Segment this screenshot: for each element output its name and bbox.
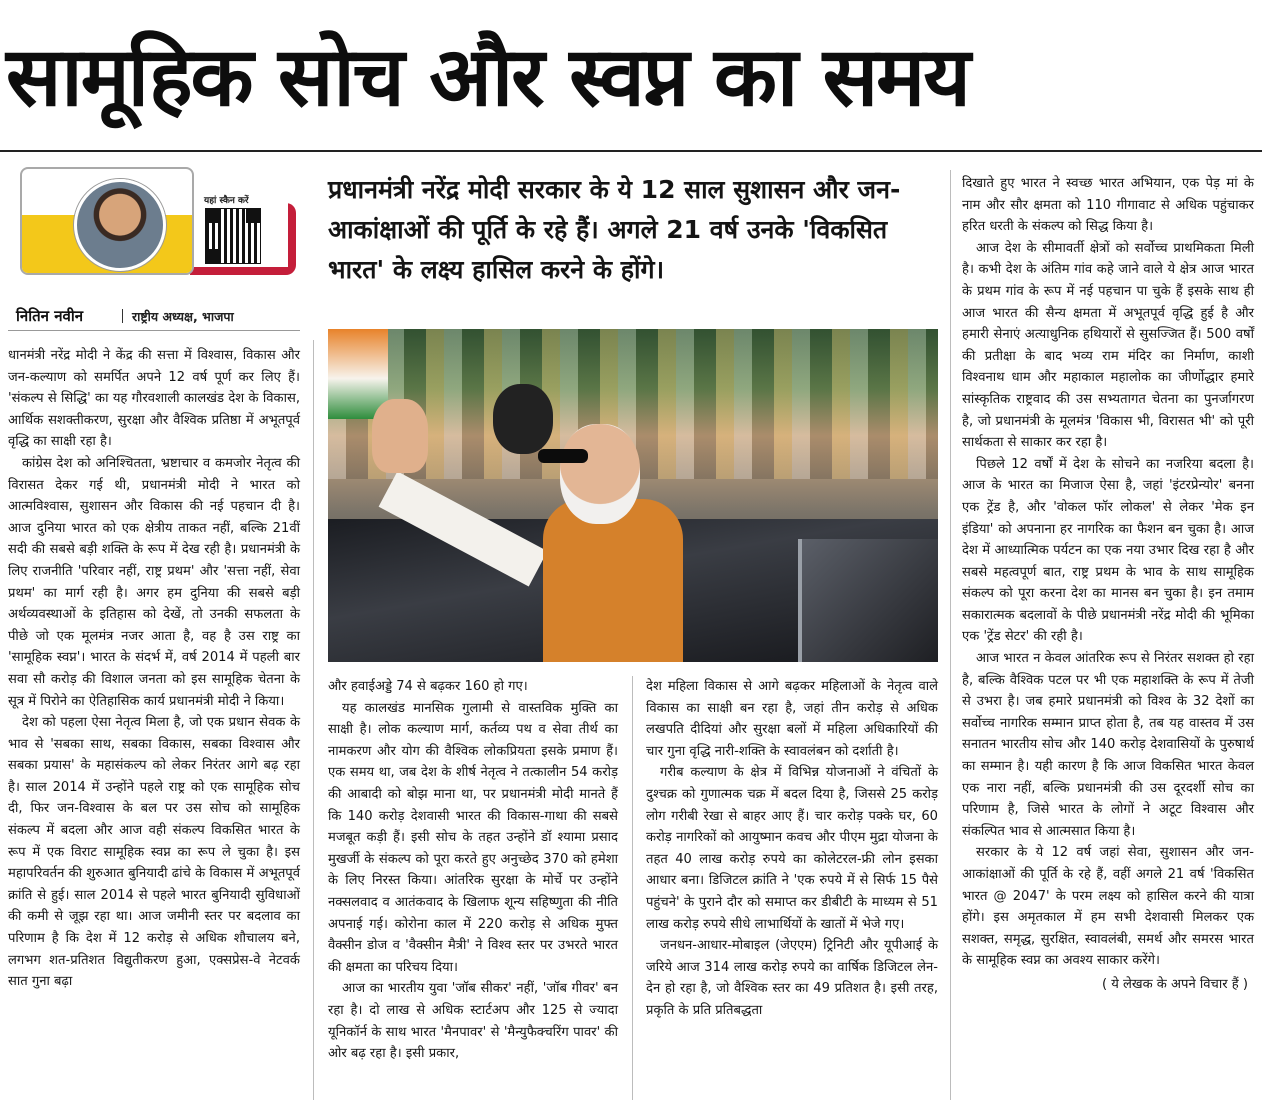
author-name: नितिन नवीन <box>16 307 84 325</box>
avatar <box>74 179 166 271</box>
article-column-4 <box>962 173 1254 996</box>
author-designation: राष्ट्रीय अध्यक्ष, भाजपा <box>132 309 234 324</box>
column-rule <box>950 170 951 1100</box>
paragraph: जनधन-आधार-मोबाइल (जेएएम) ट्रिनिटी और यूपीआई के जरिये आज 314 लाख करोड़ रुपये का वार्षिक डिजिटल लेन-देन हो रहा है, जो वैश्विक स्तर का 49 प्रतिशत है। इसी तरह, प्रकृति के प्रति प्रतिबद्धता <box>646 938 938 1018</box>
article-column-2 <box>328 676 618 1065</box>
paragraph: कांग्रेस देश को अनिश्चितता, भ्रष्टाचार व कमजोर नेतृत्व की विरासत देकर गई थी, प्रधानमंत्री मोदी ने भारत को आत्मविश्वास, सुशासन और विकास की नई पहचान दी है। आज दुनिया भारत को एक क्षेत्रीय ताकत नहीं, बल्कि 21वीं सदी की सबसे बड़ी शक्ति के रूप में देख रही है। प्रधानमंत्री के लिए राजनीति 'परिवार नहीं, राष्ट्र प्रथम' और 'सत्ता नहीं, सेवा प्रथम' का मार्ग रही है। अगर हम दुनिया की सबसे बड़ी अर्थव्यवस्थाओं के इतिहास को देखें, तो उनकी सफलता के पीछे जो एक मूलमंत्र नजर आता है, वह है उस राष्ट्र का 'सामूहिक स्वप्न'। भारत के संदर्भ में, वर्ष 2014 में पहली बार सवा सौ करोड़ की विशाल जनता को इस सामूहिक चेतना के सूत्र में पिरोने का ऐतिहासिक कार्य प्रधानमंत्री मोदी ने किया। <box>8 455 300 709</box>
paragraph: पिछले 12 वर्षों में देश के सोचने का नजरिया बदला है। आज के भारत का मिजाज ऐसा है, जहां 'इंटरप्रेन्योर' बनना एक ट्रेंड है, और 'वोकल फॉर लोकल' से लेकर 'मेक इन इंडिया' को अपनाना हर नागरिक का फैशन बन चुका है। आज देश में आध्यात्मिक पर्यटन का एक नया उभार दिख रहा है और सबसे महत्वपूर्ण बात, राष्ट्र प्रथम के भाव के साथ सामूहिक संकल्प को पूरा करना देश का मानस बन चुका है। इन तमाम सकारात्मक बदलावों के पीछे प्रधानमंत्री नरेंद्र मोदी की भूमिका एक 'ट्रेंड सेटर' की रही है। <box>962 456 1254 645</box>
photo-guard <box>493 384 553 454</box>
author-photo-frame <box>20 167 194 275</box>
paragraph: गरीब कल्याण के क्षेत्र में विभिन्न योजनाओं ने वंचितों के दुश्चक्र को गुणात्मक चक्र में बदल दिया है, जिससे 25 करोड़ लोग गरीबी रेखा से बाहर आए हैं। चार करोड़ पक्के घर, 60 करोड़ नागरिकों को आयुष्मान कवच और पीएम मुद्रा योजना के तहत 40 लाख करोड़ रुपये का कोलेटरल-फ्री लोन इसका आधार बना। डिजिटल क्रांति ने 'एक रुपये में से सिर्फ 15 पैसे पहुंचने' के पुराने दौर को समाप्त कर डीबीटी के माध्यम से 51 लाख करोड़ रुपये सीधे लाभार्थियों के खातों में भेजे गए। <box>646 765 938 932</box>
closing-note: ( ये लेखक के अपने विचार हैं ) <box>1101 976 1248 992</box>
paragraph: देश महिला विकास से आगे बढ़कर महिलाओं के नेतृत्व वाले विकास का साक्षी बन रहा है, जहां तीन करोड़ से अधिक लखपति दीदियां और सुरक्षा बलों में महिला अधिकारियों की चार गुना वृद्धि नारी-शक्ति के स्वावलंबन को दर्शाती है। <box>646 679 938 759</box>
deck-text: प्रधानमंत्री नरेंद्र मोदी सरकार के ये 12 साल सुशासन और जन-आकांक्षाओं की पूर्ति के रहे हैं। अगले 21 वर्ष उनके 'विकसित भारत' के लक्ष्य हासिल करने के होंगे। <box>328 175 901 284</box>
paragraph: सरकार के ये 12 वर्ष जहां सेवा, सुशासन और जन-आकांक्षाओं की पूर्ति के रहे हैं, वहीं अगले 21 वर्ष 'विकसित भारत @ 2047' के परम लक्ष्य को हासिल करने की यात्रा होंगे। इस अमृतकाल में हम सभी देशवासी मिलकर एक सशक्त, समृद्ध, सुरक्षित, स्वावलंबी, समर्थ और समरस भारत के सामूहिक स्वप्न का अवश्य साकार करेंगे। <box>962 845 1254 969</box>
paragraph: आज भारत न केवल आंतरिक रूप से निरंतर सशक्त हो रहा है, बल्कि वैश्विक पटल पर भी एक महाशक्ति के रूप में तेजी से उभरा है। जब हमारे प्रधानमंत्री को विश्व के 32 देशों का सर्वोच्च नागरिक सम्मान प्राप्त होता है, तब यह वास्तव में उस सनातन भारतीय सोच और 140 करोड़ देशवासियों के पुरुषार्थ का सम्मान है। यही कारण है कि आज विकसित भारत केवल एक नारा नहीं, बल्कि प्रधानमंत्री की उस दूरदर्शी सोच का परिणाम है, जिसे भारत के लोगों ने अटूट विश्वास और संकल्पित भाव से आत्मसात किया है। <box>962 651 1254 839</box>
column-rule <box>632 676 633 1100</box>
qr-code-icon[interactable] <box>206 209 260 263</box>
author-separator <box>122 309 123 323</box>
photo-jacket <box>543 499 683 662</box>
scan-label: यहां स्कैन करें <box>204 196 249 206</box>
photo-sunglasses <box>538 449 588 463</box>
author-box-rule <box>8 330 300 331</box>
paragraph: देश को पहला ऐसा नेतृत्व मिला है, जो एक प्रधान सेवक के भाव से 'सबका साथ, सबका विकास, सबका विश्वास और सबका प्रयास' के महासंकल्प को लेकर निरंतर आगे बढ़ रहा है। साल 2014 में उन्होंने पहले राष्ट्र को एक सामूहिक सोच दी, फिर जन-विश्वास के बल पर उस सोच को सामूहिक संकल्प में बदला और आज वही संकल्प विकसित भारत के रूप में एक विराट सामूहिक स्वप्न का रूप ले चुका है। इस महापरिवर्तन की शुरुआत बुनियादी ढांचे के विकास में अभूतपूर्व क्रांति से हुई। साल 2014 से पहले भारत बुनियादी सुविधाओं की कमी से जूझ रहा था। आज जमीनी स्तर पर बदलाव का परिणाम है कि देश में 12 करोड़ से अधिक शौचालय बने, लगभग शत-प्रतिशत विद्युतीकरण हुआ, एक्सप्रेस-वे नेटवर्क सात गुना बढ़ा <box>8 715 300 990</box>
paragraph: आज देश के सीमावर्ती क्षेत्रों को सर्वोच्च प्राथमिकता मिली है। कभी देश के अंतिम गांव कहे जाने वाले ये क्षेत्र आज भारत के प्रथम गांव के रूप में नई पहचान पा चुके हैं इसके साथ ही आज भारत की सैन्य क्षमता में अभूतपूर्व वृद्धि हुई है और हमारी सेनाएं अत्याधुनिक हथियारों से सुसज्जित हैं। 500 वर्षों की प्रतीक्षा के बाद भव्य राम मंदिर का निर्माण, काशी विश्वनाथ धाम और महाकाल महालोक का जीर्णोद्धार हमारे सांस्कृतिक राष्ट्रवाद की उस सभ्यतागत चेतना का पुनर्जागरण है, जो प्रधानमंत्री के मूलमंत्र 'विकास भी, विरासत भी' को पूरी सार्थकता से साकार कर रहा है। <box>962 240 1254 451</box>
paragraph: धानमंत्री नरेंद्र मोदी ने केंद्र की सत्ता में विश्वास, विकास और जन-कल्याण को समर्पित अपने 12 वर्ष पूर्ण कर लिए हैं। 'संकल्प से सिद्धि' का यह गौरवशाली कालखंड देश के विकास, आर्थिक सशक्तीकरण, सुरक्षा और वैश्विक प्रतिष्ठा में अभूतपूर्व वृद्धि का साक्षी रहा है। <box>8 348 300 450</box>
paragraph: दिखाते हुए भारत ने स्वच्छ भारत अभियान, एक पेड़ मां के नाम और सौर क्षमता को 110 गीगावाट से अधिक पहुंचाकर हरित धरती के संकल्प को सिद्ध किया है। <box>962 176 1254 235</box>
paragraph: और हवाईअड्डे 74 से बढ़कर 160 हो गए। <box>328 679 528 694</box>
article-column-1 <box>8 345 300 993</box>
article-photo <box>328 329 938 662</box>
photo-waving-hand <box>372 399 428 473</box>
headline-divider <box>0 150 1262 152</box>
photo-person <box>560 424 640 524</box>
article-column-3 <box>646 676 938 1022</box>
photo-car-door <box>798 539 938 662</box>
paragraph: यह कालखंड मानसिक गुलामी से वास्तविक मुक्ति का साक्षी है। लोक कल्याण मार्ग, कर्तव्य पथ व सेवा तीर्थ का नामकरण और योग की वैश्विक लोकप्रियता इसके प्रमाण हैं। एक समय था, जब देश के शीर्ष नेतृत्व ने तत्कालीन 54 करोड़ की आबादी को बोझ माना था, पर प्रधानमंत्री मोदी मानते हैं कि 140 करोड़ देशवासी भारत की विकास-गाथा की सबसे मजबूत कड़ी हैं। इसी सोच के तहत उन्होंने डॉ श्यामा प्रसाद मुखर्जी के संकल्प को पूरा करते हुए अनुच्छेद 370 को हमेशा के लिए निरस्त किया। आंतरिक सुरक्षा के मोर्चे पर उन्होंने नक्सलवाद व आतंकवाद के खिलाफ शून्य सहिष्णुता की नीति अपनाई गई। कोरोना काल में 220 करोड़ से अधिक मुफ्त वैक्सीन डोज व 'वैक्सीन मैत्री' ने विश्व स्तर पर उभरते भारत की क्षमता का परिचय दिया। <box>328 700 618 975</box>
column-rule <box>313 340 314 1100</box>
headline: सामूहिक सोच और स्वप्न का समय <box>6 30 969 125</box>
paragraph: आज का भारतीय युवा 'जॉब सीकर' नहीं, 'जॉब गीवर' बन रहा है। दो लाख से अधिक स्टार्टअप और 125 से ज्यादा यूनिकॉर्न के साथ भारत 'मैनपावर' से 'मैन्युफैक्चरिंग पावर' की ओर बढ़ रहा है। इसी प्रकार, <box>328 981 618 1062</box>
author-box <box>8 163 300 333</box>
